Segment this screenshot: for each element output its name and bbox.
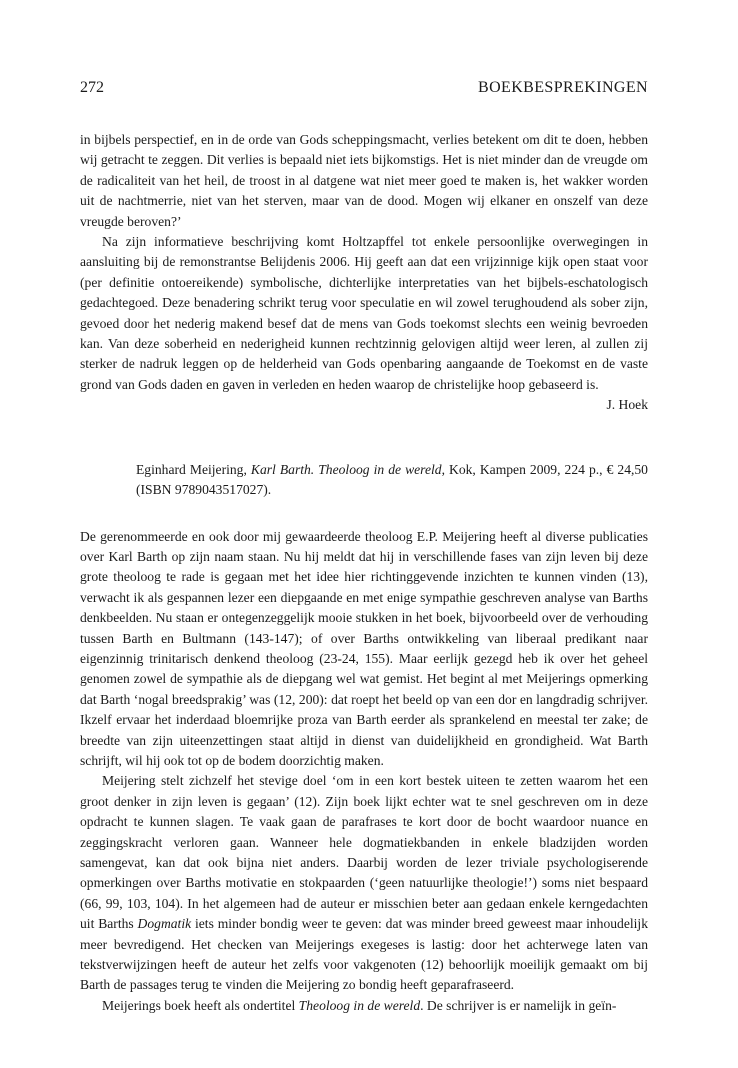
bib-author: Eginhard Meijering,: [136, 461, 251, 477]
paragraph-2-text-a: Meijering stelt zichzelf het stevige doel ‘om in een kort bestek uiteen te zetten waarom het een groot denker in zijn leven is gegaan’ (12). Zijn boek lijkt echter wat te snel geschreven om in deze opdracht te kunnen slagen. Te vaak gaan de parafrases te kort door de bocht waardoor nuance en zeggingskracht verloren gaan. Wanneer hele dogmatiekbanden in enkele bladzijden worden samengevat, kan dat ook bijna niet anders. Daarbij worden de lezer triviale psychologiserende opmerkingen over Barths motivatie en stokpaarden (‘geen natuurlijke theologie!’) soms niet bespaard (66, 99, 103, 104). In het algemeen had de auteur er misschien beter aan gedaan enkele kerngedachten uit Barths: [80, 773, 648, 932]
section-title: BOEKBESPREKINGEN: [478, 79, 648, 96]
bibliographic-entry: [80, 460, 648, 501]
paragraph-2-text-b: iets minder bondig weer te geven: dat was minder breed geweest maar inhoudelijk meer bevredigend. Het checken van Meijerings exegeses is lastig: door het achterwege laten van tekstverwijzingen heeft de auteur het zelfs voor vakgenoten (12) behoorlijk moeilijk gemaakt om bij Barth de passages terug te vinden die Meijering zo bondig heeft geparafraseerd.: [80, 916, 649, 993]
paragraph-3-text-a: Meijerings boek heeft als ondertitel: [102, 997, 299, 1013]
review-hoek: [80, 130, 648, 395]
review-meijering: [80, 527, 648, 1017]
book-review-page: [80, 78, 648, 1016]
bib-title: Karl Barth. Theoloog in de wereld: [250, 461, 442, 477]
page-number: 272: [80, 79, 104, 96]
review-meijering-paragraph-3: [80, 996, 648, 1016]
review-signature: J. Hoek: [606, 397, 648, 413]
review-meijering-paragraph-1: De gerenommeerde en ook door mij gewaardeerde theoloog E.P. Meijering heeft al diverse publicaties over Karl Barth op zijn naam staan. Nu hij meldt dat hij in verschillende fases van zijn leven bij deze grote theoloog te rade is gegaan met het idee hier richtinggevende inzichten te kunnen vinden (13), verwacht ik als gespannen lezer een diepgaande en met enige sympathie geschreven analyse van Barths denkbeelden. Nu staan er ontegenzeggelijk mooie stukken in het boek, bijvoorbeeld over de verhouding tussen Barth en Bultmann (143-147); of over Barths ontwikkeling van liberaal predikant naar eigenzinnig trinitarisch denkend theoloog (23-24, 155). Maar eerlijk gezegd heb ik over het geheel genomen zowel de sympathie als de diepgang wel wat gemist. Het begint al met Meijerings opmerking dat Barth ‘nogal breedsprakig’ was (12, 200): dat roept het beeld op van een dor en langdradig schrijver. Ikzelf ervaar het inderdaad bloemrijke proza van Barth eerder als sprankelend en meestal ter zake; de breedte van zijn uiteenzettingen staat altijd in dienst van duidelijkheid en grondigheid. Wat Barth schrijft, wil hij ook tot op de bodem doorzichtig maken.: [80, 528, 648, 768]
review-meijering-paragraph-2: [80, 771, 648, 995]
bib-publication-details: , Kok, Kampen 2009, 224 p., € 24,50 (ISBN 9789043517027).: [136, 461, 648, 498]
paragraph-3-italic-title: Theoloog in de wereld: [298, 997, 421, 1013]
review-hoek-paragraph-2: Na zijn informatieve beschrijving komt Holtzapffel tot enkele persoonlijke overwegingen in aansluiting bij de remonstrantse Belijdenis 2006. Hij geeft aan dat een vrijzinnige kijk open staat voor (per definitie ontoereikende) symbolische, dichterlijke interpretaties van het bijbels-eschatologisch gedachtegoed. Deze benadering schrikt terug voor speculatie en wil zowel terughoudend als sober zijn, gevoed door het nederig makend besef dat de mens van Gods toekomst slechts een weinig bevroeden kan. Van deze soberheid en nederigheid kunnen rechtzinnig gelovigen altijd weer leren, al zullen zij sterker de nadruk leggen op de helderheid van Gods openbaring aangaande de Toekomst en de vaste grond van Gods daden en gaven in verleden en heden waarop de christelijke hoop gebaseerd is.: [80, 234, 648, 392]
paragraph-2-italic-term: Dogmatik: [137, 916, 192, 932]
paragraph-3-text-b: . De schrijver is er namelijk in geïn-: [420, 997, 617, 1013]
running-header: [80, 78, 648, 98]
review-hoek-paragraph-1: in bijbels perspectief, en in de orde van Gods scheppingsmacht, verlies betekent om dit te doen, hebben wij getracht te zeggen. Dit verlies is bepaald niet iets bijkomstigs. Het is niet minder dan de vreugde om de radicaliteit van het heil, de troost in al datgene wat niet meer goed te maken is, het wakker worden uit de nachtmerrie, niet van het sterven, maar van de dood. Mogen wij elkaner en onszelf van deze vreugde beroven?’: [80, 132, 648, 229]
